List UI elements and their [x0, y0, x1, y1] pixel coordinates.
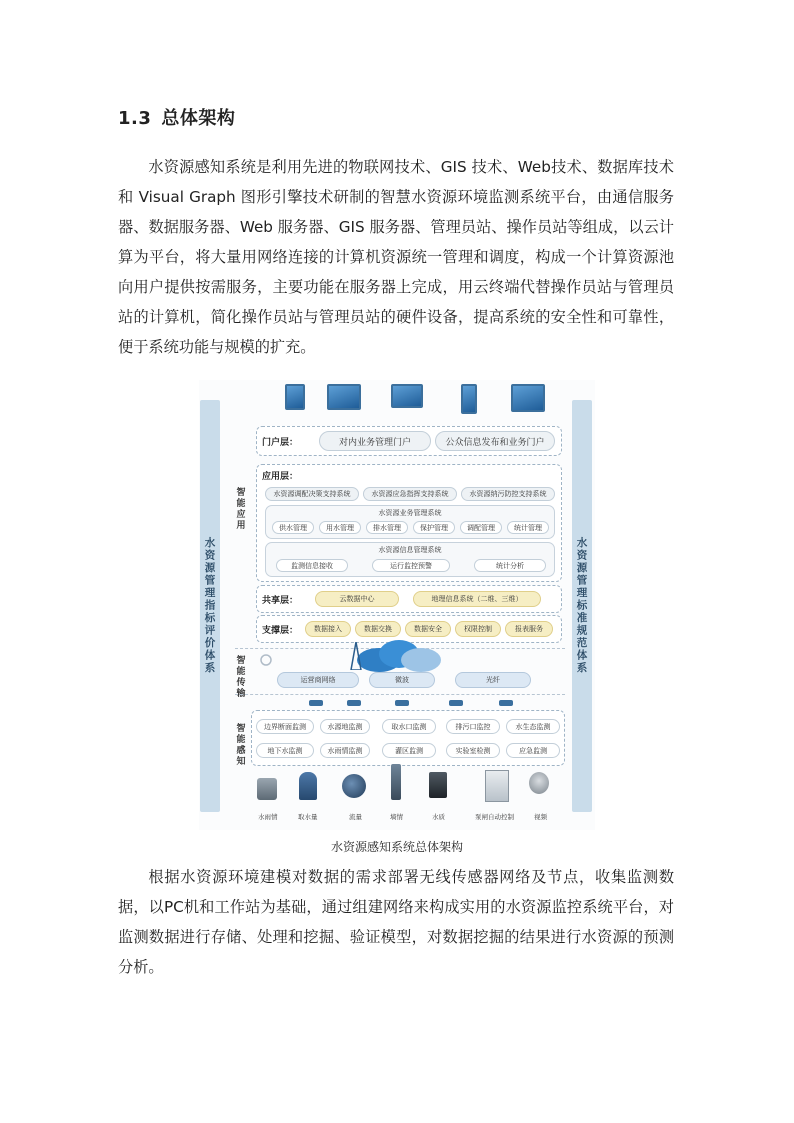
- camera-icon: [529, 772, 549, 794]
- sensor-label: 流量: [349, 813, 362, 821]
- figure-caption: 水资源感知系统总体架构: [330, 840, 463, 854]
- monitoring-item: 实验室检测: [446, 743, 500, 758]
- intro-paragraph: 水资源感知系统是利用先进的物联网技术、GIS 技术、Web技术、数据库技术和 Visual Graph 图形引擎技术研制的智慧水资源环境监测系统平台，由通信服务器、数据服务器、Web 服务器、GIS 服务器、管理员站、操作员站等组成，以云计算为平台，将大量用网络连接的计算机资源统一管理和调度，构成一个计算资源池向用户提供按需服务，主要功能在服务器上完成，用云终端代替操作员站与管理员站的计算机，简化操作员站与管理员站的硬件设备，提高系统的安全性和可靠性，便于系统功能与规模的扩充。: [118, 158, 674, 356]
- info-item: 运行监控预警: [372, 559, 450, 572]
- app-system-item: 水资源纳污防控支持系统: [461, 487, 555, 501]
- monitoring-item: 边界断面监测: [256, 719, 314, 734]
- application-layer: [256, 464, 562, 582]
- support-layer-title: 支撑层：: [262, 626, 299, 636]
- monitoring-item: 水雨情监测: [320, 743, 370, 758]
- section-number: 1.3: [118, 108, 152, 129]
- tablet-icon: [285, 384, 305, 410]
- switch-icon: [499, 700, 513, 706]
- monitoring-box: [251, 710, 565, 766]
- soil-moisture-icon: [391, 764, 401, 800]
- portal-layer-title: 门户层：: [262, 438, 299, 448]
- support-item: 数据接入: [305, 621, 351, 637]
- transport-item: 微波: [369, 672, 435, 688]
- monitor-icon: [327, 384, 361, 410]
- portal-layer: [256, 426, 562, 456]
- info-item: 统计分析: [474, 559, 546, 572]
- water-quality-icon: [429, 772, 447, 798]
- business-item: 保护管理: [413, 521, 455, 534]
- support-item: 数据交换: [355, 621, 401, 637]
- business-item: 统计管理: [507, 521, 549, 534]
- business-item: 用水管理: [319, 521, 361, 534]
- sensor-label: 水雨情: [258, 813, 278, 821]
- shared-item: 云数据中心: [315, 591, 399, 607]
- sensor-label: 泵闸自动控制: [475, 813, 514, 821]
- shared-layer: [256, 585, 562, 613]
- zone-label-trans: 智能传输: [236, 656, 246, 699]
- monitoring-item: 排污口监控: [446, 719, 500, 734]
- network-icon: [257, 652, 275, 668]
- transport-item: 运营商网络: [277, 672, 359, 688]
- section-heading: [118, 104, 235, 130]
- support-item: 权限控制: [455, 621, 501, 637]
- flowmeter-icon: [299, 772, 317, 800]
- app-system-item: 水资源调配决策支持系统: [265, 487, 359, 501]
- info-system-box: [265, 542, 555, 577]
- monitoring-item: 灌区监测: [382, 743, 436, 758]
- rain-gauge-icon: [257, 778, 277, 800]
- support-item: 报表服务: [505, 621, 553, 637]
- portal-item: 对内业务管理门户: [319, 431, 431, 451]
- zone-label-sense: 智能感知: [236, 724, 246, 767]
- shared-item: 地理信息系统（二维、三维）: [413, 591, 541, 607]
- switch-icon: [395, 700, 409, 706]
- sensor-label: 水质: [432, 813, 445, 821]
- screen-icon: [511, 384, 545, 412]
- zone-label-app: 智能应用: [236, 488, 246, 531]
- right-bar-label: 水资源管理标准规范体系: [575, 537, 588, 675]
- monitoring-item: 地下水监测: [256, 743, 314, 758]
- business-item: 排水管理: [366, 521, 408, 534]
- right-side-bar: [572, 400, 592, 812]
- portal-item: 公众信息发布和业务门户: [435, 431, 555, 451]
- phone-icon: [461, 384, 477, 414]
- switch-icon: [309, 700, 323, 706]
- switch-icon: [347, 700, 361, 706]
- switch-icon: [449, 700, 463, 706]
- monitoring-item: 应急监测: [506, 743, 560, 758]
- sensor-label: 墒情: [390, 813, 403, 821]
- closing-paragraph: 根据水资源环境建模对数据的需求部署无线传感器网络及节点，收集监测数据，以PC机和工作站为基础，通过组建网络来构成实用的水资源监控系统平台，对监测数据进行存储、处理和挖掘、验证模型，对数据挖掘的结果进行水资源的预测分析。: [118, 868, 674, 976]
- tower-icon: [349, 642, 363, 670]
- architecture-diagram: [199, 380, 595, 830]
- transport-item: 光纤: [455, 672, 531, 688]
- section-title: 总体架构: [161, 108, 236, 129]
- flow-sensor-icon: [342, 774, 366, 798]
- business-item: 调配管理: [460, 521, 502, 534]
- app-system-item: 水资源应急指挥支持系统: [363, 487, 457, 501]
- application-layer-title: 应用层：: [262, 472, 299, 482]
- monitoring-item: 水源地监测: [320, 719, 370, 734]
- control-cabinet-icon: [485, 770, 509, 802]
- sensor-label: 视频: [534, 813, 547, 821]
- left-side-bar: [200, 400, 220, 812]
- support-item: 数据安全: [405, 621, 451, 637]
- business-system-title: 水资源业务管理系统: [378, 509, 442, 517]
- shared-layer-title: 共享层：: [262, 596, 299, 606]
- monitoring-item: 水生态监测: [506, 719, 560, 734]
- monitoring-item: 取水口监测: [382, 719, 436, 734]
- business-system-box: [265, 505, 555, 539]
- laptop-icon: [391, 384, 423, 408]
- layer-separator: [235, 694, 565, 695]
- sensor-label: 取水量: [298, 813, 318, 821]
- info-item: 监测信息接收: [276, 559, 348, 572]
- left-bar-label: 水资源管理指标评价体系: [203, 537, 216, 675]
- info-system-title: 水资源信息管理系统: [378, 546, 442, 554]
- cloud-icon: [349, 638, 449, 674]
- business-item: 供水管理: [272, 521, 314, 534]
